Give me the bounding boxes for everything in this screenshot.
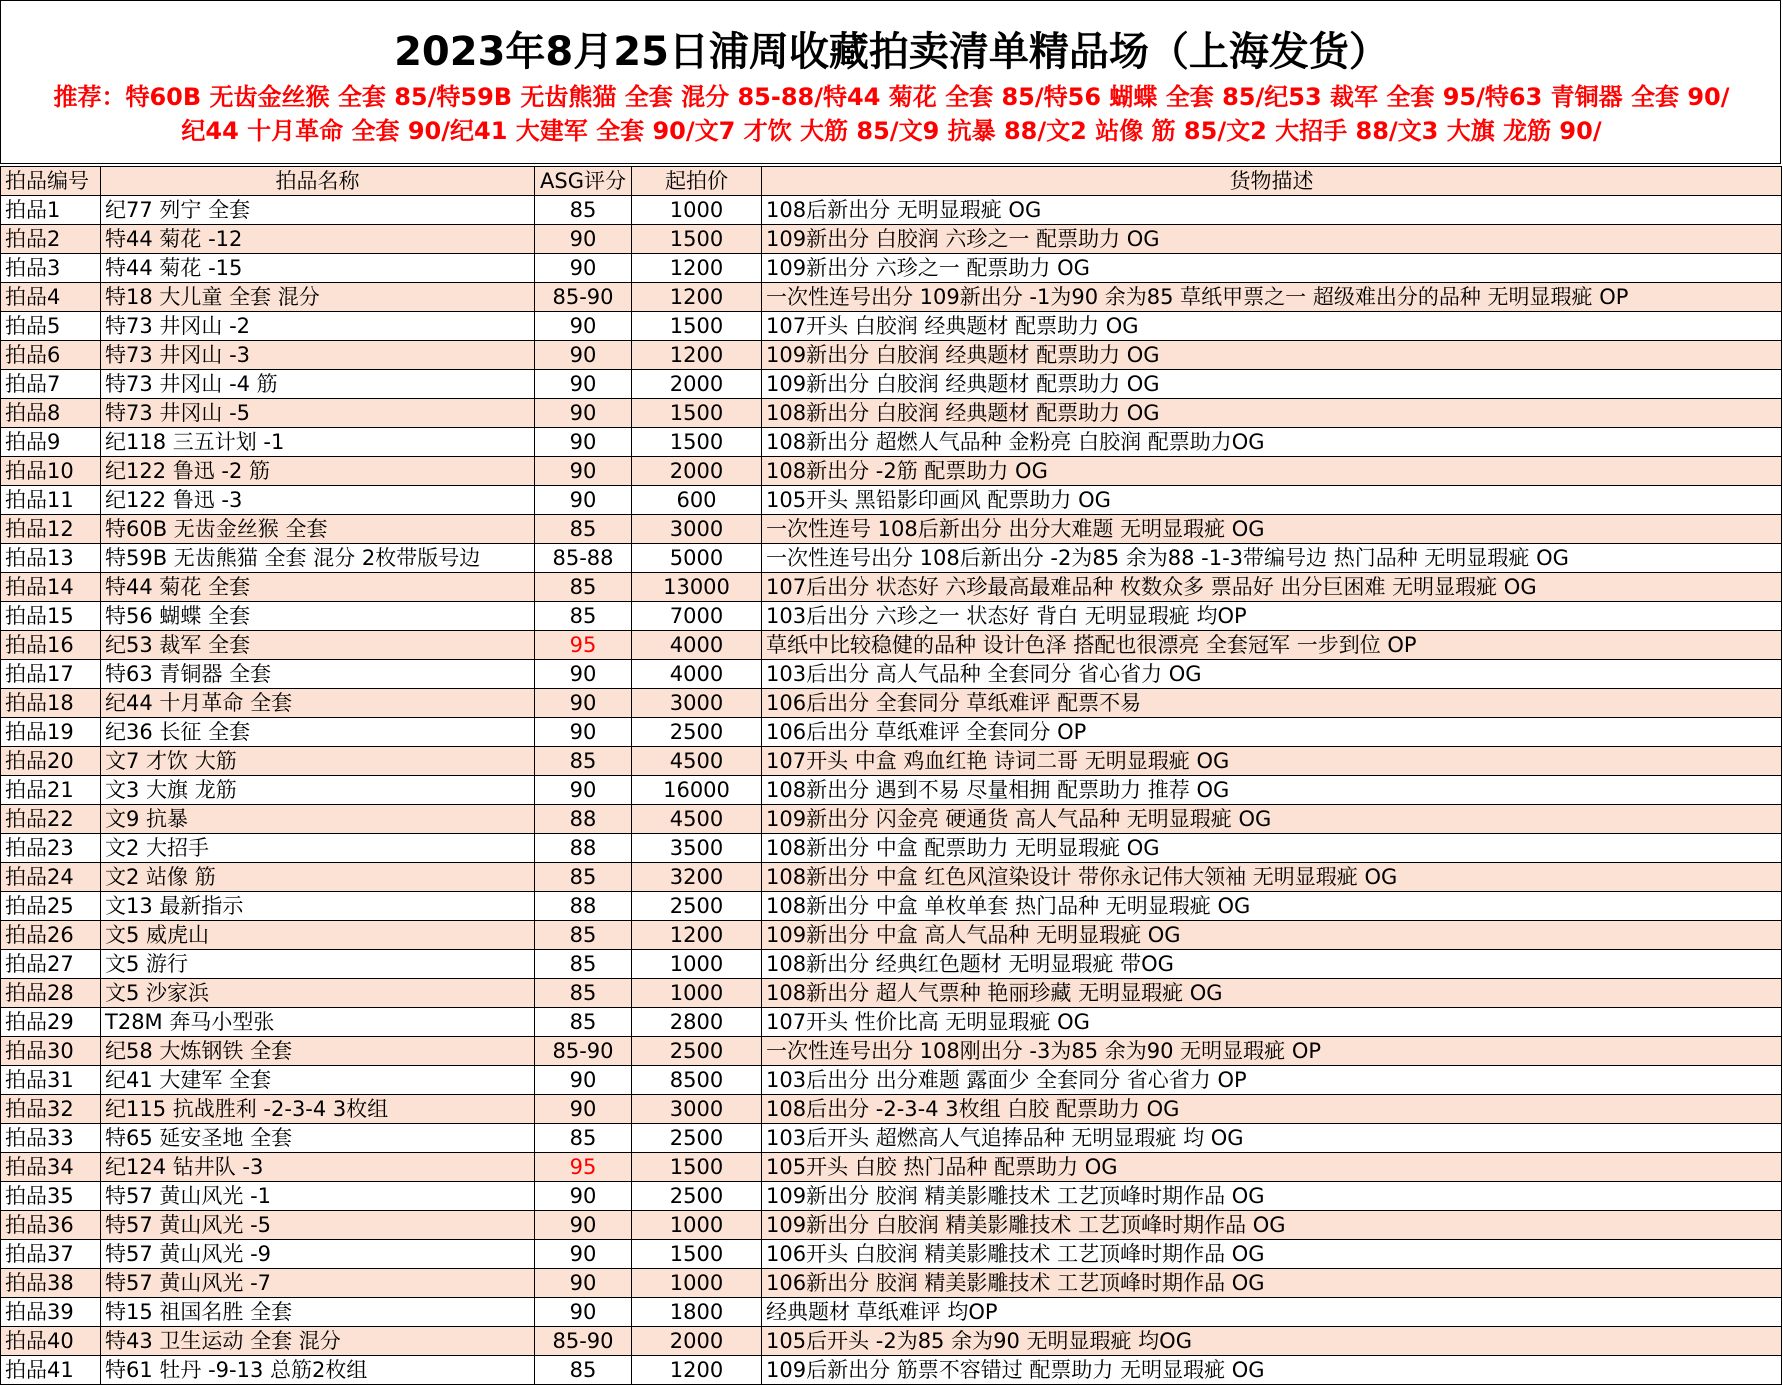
description-cell[interactable]: 108新出分 经典红色题材 无明显瑕疵 带OG <box>762 950 1782 979</box>
table-row[interactable] <box>1 1066 1782 1095</box>
asg-score-cell[interactable]: 85 <box>535 979 632 1008</box>
start-price-cell[interactable]: 1500 <box>632 399 762 428</box>
start-price-cell[interactable]: 2000 <box>632 457 762 486</box>
table-row[interactable] <box>1 1037 1782 1066</box>
description-cell[interactable]: 109新出分 六珍之一 配票助力 OG <box>762 254 1782 283</box>
lot-id-cell[interactable]: 拍品29 <box>1 1008 101 1037</box>
table-row[interactable] <box>1 457 1782 486</box>
lot-name-cell[interactable]: 纪36 长征 全套 <box>101 718 535 747</box>
lot-id-cell[interactable]: 拍品13 <box>1 544 101 573</box>
sheet-header <box>0 0 1781 164</box>
asg-score-cell[interactable]: 85 <box>535 196 632 225</box>
start-price-cell[interactable]: 2500 <box>632 1182 762 1211</box>
lot-id-cell[interactable]: 拍品23 <box>1 834 101 863</box>
recommend-line-2: 纪44 十月革命 全套 90/纪41 大建军 全套 90/文7 才饮 大筋 85/文9 抗暴 88/文2 站像 筋 85/文2 大招手 88/文3 大旗 龙筋 90/ <box>181 117 1602 145</box>
asg-score-cell[interactable]: 85 <box>535 863 632 892</box>
lot-id-cell[interactable]: 拍品41 <box>1 1356 101 1385</box>
start-price-cell[interactable]: 1500 <box>632 428 762 457</box>
lot-name-cell[interactable]: 特57 黄山风光 -5 <box>101 1211 535 1240</box>
start-price-cell[interactable]: 1200 <box>632 254 762 283</box>
description-cell[interactable]: 107后出分 状态好 六珍最高最难品种 枚数众多 票品好 出分巨困难 无明显瑕疵 OG <box>762 573 1782 602</box>
start-price-cell[interactable]: 1200 <box>632 341 762 370</box>
lot-id-cell[interactable]: 拍品33 <box>1 1124 101 1153</box>
start-price-cell[interactable]: 1200 <box>632 1356 762 1385</box>
description-cell[interactable]: 109后新出分 筋票不容错过 配票助力 无明显瑕疵 OG <box>762 1356 1782 1385</box>
lot-id-cell[interactable]: 拍品28 <box>1 979 101 1008</box>
table-row[interactable] <box>1 1298 1782 1327</box>
asg-score-cell[interactable]: 90 <box>535 1269 632 1298</box>
asg-score-cell[interactable]: 85 <box>535 602 632 631</box>
asg-score-cell[interactable]: 85 <box>535 1008 632 1037</box>
column-header-price[interactable]: 起拍价 <box>632 167 762 196</box>
asg-score-cell[interactable]: 85-90 <box>535 1327 632 1356</box>
description-cell[interactable]: 108新出分 白胶润 经典题材 配票助力 OG <box>762 399 1782 428</box>
table-row[interactable] <box>1 254 1782 283</box>
lot-id-cell[interactable]: 拍品30 <box>1 1037 101 1066</box>
start-price-cell[interactable]: 7000 <box>632 602 762 631</box>
lot-id-cell[interactable]: 拍品32 <box>1 1095 101 1124</box>
lot-id-cell[interactable]: 拍品12 <box>1 515 101 544</box>
table-row[interactable] <box>1 805 1782 834</box>
lot-name-cell[interactable]: 特73 井冈山 -3 <box>101 341 535 370</box>
start-price-cell[interactable]: 2500 <box>632 892 762 921</box>
lot-id-cell[interactable]: 拍品15 <box>1 602 101 631</box>
table-row[interactable] <box>1 544 1782 573</box>
lot-id-cell[interactable]: 拍品27 <box>1 950 101 979</box>
start-price-cell[interactable]: 3500 <box>632 834 762 863</box>
start-price-cell[interactable]: 1000 <box>632 979 762 1008</box>
table-row[interactable] <box>1 1182 1782 1211</box>
lot-id-cell[interactable]: 拍品26 <box>1 921 101 950</box>
lot-id-cell[interactable]: 拍品39 <box>1 1298 101 1327</box>
table-row[interactable] <box>1 370 1782 399</box>
table-row[interactable] <box>1 921 1782 950</box>
description-cell[interactable]: 105开头 黑铅影印画风 配票助力 OG <box>762 486 1782 515</box>
lot-name-cell[interactable]: 纪77 列宁 全套 <box>101 196 535 225</box>
lot-name-cell[interactable]: 特18 大儿童 全套 混分 <box>101 283 535 312</box>
description-cell[interactable]: 109新出分 闪金亮 硬通货 高人气品种 无明显瑕疵 OG <box>762 805 1782 834</box>
lot-name-cell[interactable]: 纪44 十月革命 全套 <box>101 689 535 718</box>
description-cell[interactable]: 106开头 白胶润 精美影雕技术 工艺顶峰时期作品 OG <box>762 1240 1782 1269</box>
start-price-cell[interactable]: 3000 <box>632 1095 762 1124</box>
column-header-id[interactable]: 拍品编号 <box>1 167 101 196</box>
start-price-cell[interactable]: 1500 <box>632 225 762 254</box>
asg-score-cell[interactable]: 90 <box>535 254 632 283</box>
table-row[interactable] <box>1 399 1782 428</box>
lot-name-cell[interactable]: 文3 大旗 龙筋 <box>101 776 535 805</box>
lot-id-cell[interactable]: 拍品8 <box>1 399 101 428</box>
asg-score-cell[interactable]: 90 <box>535 457 632 486</box>
asg-score-cell[interactable]: 90 <box>535 225 632 254</box>
description-cell[interactable]: 草纸中比较稳健的品种 设计色泽 搭配也很漂亮 全套冠军 一步到位 OP <box>762 631 1782 660</box>
table-row[interactable] <box>1 863 1782 892</box>
table-row[interactable] <box>1 1008 1782 1037</box>
start-price-cell[interactable]: 3000 <box>632 689 762 718</box>
table-row[interactable] <box>1 1211 1782 1240</box>
description-cell[interactable]: 108后出分 -2-3-4 3枚组 白胶 配票助力 OG <box>762 1095 1782 1124</box>
column-header-score[interactable]: ASG评分 <box>535 167 632 196</box>
asg-score-cell[interactable]: 90 <box>535 1095 632 1124</box>
table-row[interactable] <box>1 718 1782 747</box>
lot-name-cell[interactable]: 特59B 无齿熊猫 全套 混分 2枚带版号边 <box>101 544 535 573</box>
table-row[interactable] <box>1 689 1782 718</box>
lot-id-cell[interactable]: 拍品35 <box>1 1182 101 1211</box>
asg-score-cell[interactable]: 90 <box>535 399 632 428</box>
description-cell[interactable]: 108新出分 -2筋 配票助力 OG <box>762 457 1782 486</box>
lot-name-cell[interactable]: 特73 井冈山 -2 <box>101 312 535 341</box>
lot-name-cell[interactable]: 特73 井冈山 -5 <box>101 399 535 428</box>
lot-id-cell[interactable]: 拍品11 <box>1 486 101 515</box>
table-row[interactable] <box>1 283 1782 312</box>
auction-table <box>0 166 1782 1385</box>
lot-id-cell[interactable]: 拍品5 <box>1 312 101 341</box>
table-row[interactable] <box>1 979 1782 1008</box>
table-row[interactable] <box>1 573 1782 602</box>
lot-id-cell[interactable]: 拍品4 <box>1 283 101 312</box>
start-price-cell[interactable]: 2000 <box>632 370 762 399</box>
lot-name-cell[interactable]: 文5 威虎山 <box>101 921 535 950</box>
table-row[interactable] <box>1 834 1782 863</box>
table-row[interactable] <box>1 1327 1782 1356</box>
table-row[interactable] <box>1 515 1782 544</box>
table-row[interactable] <box>1 1095 1782 1124</box>
table-row[interactable] <box>1 1153 1782 1182</box>
description-cell[interactable]: 105后开头 -2为85 余为90 无明显瑕疵 均OG <box>762 1327 1782 1356</box>
table-header-row <box>1 167 1782 196</box>
description-cell[interactable]: 106后出分 全套同分 草纸难评 配票不易 <box>762 689 1782 718</box>
lot-name-cell[interactable]: 文5 沙家浜 <box>101 979 535 1008</box>
start-price-cell[interactable]: 2500 <box>632 718 762 747</box>
description-cell[interactable]: 106后出分 草纸难评 全套同分 OP <box>762 718 1782 747</box>
lot-name-cell[interactable]: 纪41 大建军 全套 <box>101 1066 535 1095</box>
start-price-cell[interactable]: 1000 <box>632 196 762 225</box>
start-price-cell[interactable]: 2500 <box>632 1124 762 1153</box>
lot-name-cell[interactable]: 特44 菊花 -15 <box>101 254 535 283</box>
lot-id-cell[interactable]: 拍品37 <box>1 1240 101 1269</box>
table-row[interactable] <box>1 1240 1782 1269</box>
lot-name-cell[interactable]: 特57 黄山风光 -7 <box>101 1269 535 1298</box>
start-price-cell[interactable]: 2000 <box>632 1327 762 1356</box>
table-row[interactable] <box>1 486 1782 515</box>
description-cell[interactable]: 一次性连号出分 108后新出分 -2为85 余为88 -1-3带编号边 热门品种 无明显瑕疵 OG <box>762 544 1782 573</box>
lot-name-cell[interactable]: 特43 卫生运动 全套 混分 <box>101 1327 535 1356</box>
description-cell[interactable]: 103后出分 六珍之一 状态好 背白 无明显瑕疵 均OP <box>762 602 1782 631</box>
lot-id-cell[interactable]: 拍品2 <box>1 225 101 254</box>
column-header-name[interactable]: 拍品名称 <box>101 167 535 196</box>
start-price-cell[interactable]: 4500 <box>632 747 762 776</box>
table-row[interactable] <box>1 660 1782 689</box>
start-price-cell[interactable]: 5000 <box>632 544 762 573</box>
description-cell[interactable]: 109新出分 胶润 精美影雕技术 工艺顶峰时期作品 OG <box>762 1182 1782 1211</box>
lot-id-cell[interactable]: 拍品19 <box>1 718 101 747</box>
asg-score-cell[interactable]: 85-90 <box>535 283 632 312</box>
lot-name-cell[interactable]: 文9 抗暴 <box>101 805 535 834</box>
lot-id-cell[interactable]: 拍品20 <box>1 747 101 776</box>
asg-score-cell[interactable]: 90 <box>535 1182 632 1211</box>
table-row[interactable] <box>1 776 1782 805</box>
lot-id-cell[interactable]: 拍品1 <box>1 196 101 225</box>
lot-name-cell[interactable]: 特60B 无齿金丝猴 全套 <box>101 515 535 544</box>
description-cell[interactable]: 103后出分 高人气品种 全套同分 省心省力 OG <box>762 660 1782 689</box>
start-price-cell[interactable]: 1000 <box>632 1211 762 1240</box>
description-cell[interactable]: 108新出分 中盒 红色风渲染设计 带你永记伟大领袖 无明显瑕疵 OG <box>762 863 1782 892</box>
lot-name-cell[interactable]: 特63 青铜器 全套 <box>101 660 535 689</box>
description-cell[interactable]: 108新出分 超燃人气品种 金粉亮 白胶润 配票助力OG <box>762 428 1782 457</box>
asg-score-cell[interactable]: 90 <box>535 1298 632 1327</box>
start-price-cell[interactable]: 1500 <box>632 312 762 341</box>
asg-score-cell[interactable]: 85 <box>535 1124 632 1153</box>
lot-id-cell[interactable]: 拍品10 <box>1 457 101 486</box>
table-row[interactable] <box>1 747 1782 776</box>
start-price-cell[interactable]: 16000 <box>632 776 762 805</box>
asg-score-cell[interactable]: 90 <box>535 1066 632 1095</box>
table-row[interactable] <box>1 225 1782 254</box>
lot-name-cell[interactable]: T28M 奔马小型张 <box>101 1008 535 1037</box>
start-price-cell[interactable]: 600 <box>632 486 762 515</box>
asg-score-cell[interactable]: 90 <box>535 312 632 341</box>
start-price-cell[interactable]: 4000 <box>632 660 762 689</box>
start-price-cell[interactable]: 3200 <box>632 863 762 892</box>
lot-name-cell[interactable]: 特44 菊花 全套 <box>101 573 535 602</box>
recommend-line-1: 推荐：特60B 无齿金丝猴 全套 85/特59B 无齿熊猫 全套 混分 85-88/特44 菊花 全套 85/特56 蝴蝶 全套 85/纪53 裁军 全套 95/特63 青铜器 全套 90/ <box>53 83 1730 111</box>
lot-name-cell[interactable]: 特56 蝴蝶 全套 <box>101 602 535 631</box>
table-row[interactable] <box>1 950 1782 979</box>
asg-score-cell[interactable]: 90 <box>535 689 632 718</box>
lot-id-cell[interactable]: 拍品18 <box>1 689 101 718</box>
asg-score-cell[interactable]: 85 <box>535 747 632 776</box>
lot-name-cell[interactable]: 纪115 抗战胜利 -2-3-4 3枚组 <box>101 1095 535 1124</box>
lot-id-cell[interactable]: 拍品38 <box>1 1269 101 1298</box>
lot-id-cell[interactable]: 拍品34 <box>1 1153 101 1182</box>
start-price-cell[interactable]: 1000 <box>632 1269 762 1298</box>
lot-id-cell[interactable]: 拍品24 <box>1 863 101 892</box>
description-cell[interactable]: 103后开头 超燃高人气追捧品种 无明显瑕疵 均 OG <box>762 1124 1782 1153</box>
description-cell[interactable]: 105开头 白胶 热门品种 配票助力 OG <box>762 1153 1782 1182</box>
table-row[interactable] <box>1 312 1782 341</box>
start-price-cell[interactable]: 4500 <box>632 805 762 834</box>
table-row[interactable] <box>1 602 1782 631</box>
description-cell[interactable]: 107开头 性价比高 无明显瑕疵 OG <box>762 1008 1782 1037</box>
description-cell[interactable]: 109新出分 白胶润 经典题材 配票助力 OG <box>762 341 1782 370</box>
start-price-cell[interactable]: 8500 <box>632 1066 762 1095</box>
lot-name-cell[interactable]: 特65 延安圣地 全套 <box>101 1124 535 1153</box>
lot-name-cell[interactable]: 纪118 三五计划 -1 <box>101 428 535 457</box>
table-body <box>1 196 1782 1385</box>
lot-name-cell[interactable]: 纪122 鲁迅 -2 筋 <box>101 457 535 486</box>
asg-score-cell[interactable]: 85-90 <box>535 1037 632 1066</box>
asg-score-cell[interactable]: 85 <box>535 515 632 544</box>
lot-id-cell[interactable]: 拍品7 <box>1 370 101 399</box>
start-price-cell[interactable]: 4000 <box>632 631 762 660</box>
start-price-cell[interactable]: 1200 <box>632 283 762 312</box>
lot-name-cell[interactable]: 纪53 裁军 全套 <box>101 631 535 660</box>
start-price-cell[interactable]: 2500 <box>632 1037 762 1066</box>
table-row[interactable] <box>1 341 1782 370</box>
asg-score-cell[interactable]: 95 <box>535 1153 632 1182</box>
lot-name-cell[interactable]: 纪124 钻井队 -3 <box>101 1153 535 1182</box>
lot-name-cell[interactable]: 文2 站像 筋 <box>101 863 535 892</box>
description-cell[interactable]: 108新出分 中盒 配票助力 无明显瑕疵 OG <box>762 834 1782 863</box>
description-cell[interactable]: 一次性连号 108后新出分 出分大难题 无明显瑕疵 OG <box>762 515 1782 544</box>
start-price-cell[interactable]: 1200 <box>632 921 762 950</box>
asg-score-cell[interactable]: 85 <box>535 573 632 602</box>
description-cell[interactable]: 107开头 中盒 鸡血红艳 诗词二哥 无明显瑕疵 OG <box>762 747 1782 776</box>
description-cell[interactable]: 107开头 白胶润 经典题材 配票助力 OG <box>762 312 1782 341</box>
asg-score-cell[interactable]: 85 <box>535 950 632 979</box>
asg-score-cell[interactable]: 88 <box>535 805 632 834</box>
lot-id-cell[interactable]: 拍品6 <box>1 341 101 370</box>
lot-id-cell[interactable]: 拍品14 <box>1 573 101 602</box>
asg-score-cell[interactable]: 88 <box>535 834 632 863</box>
asg-score-cell[interactable]: 90 <box>535 428 632 457</box>
asg-score-cell[interactable]: 85 <box>535 921 632 950</box>
lot-name-cell[interactable]: 特57 黄山风光 -1 <box>101 1182 535 1211</box>
description-cell[interactable]: 108新出分 遇到不易 尽量相拥 配票助力 推荐 OG <box>762 776 1782 805</box>
lot-id-cell[interactable]: 拍品16 <box>1 631 101 660</box>
lot-id-cell[interactable]: 拍品40 <box>1 1327 101 1356</box>
lot-name-cell[interactable]: 文5 游行 <box>101 950 535 979</box>
asg-score-cell[interactable]: 90 <box>535 486 632 515</box>
lot-name-cell[interactable]: 特57 黄山风光 -9 <box>101 1240 535 1269</box>
description-cell[interactable]: 经典题材 草纸难评 均OP <box>762 1298 1782 1327</box>
lot-name-cell[interactable]: 特61 牡丹 -9-13 总筋2枚组 <box>101 1356 535 1385</box>
lot-id-cell[interactable]: 拍品25 <box>1 892 101 921</box>
description-cell[interactable]: 109新出分 白胶润 经典题材 配票助力 OG <box>762 370 1782 399</box>
lot-name-cell[interactable]: 文2 大招手 <box>101 834 535 863</box>
lot-name-cell[interactable]: 特73 井冈山 -4 筋 <box>101 370 535 399</box>
start-price-cell[interactable]: 1500 <box>632 1153 762 1182</box>
description-cell[interactable]: 109新出分 白胶润 精美影雕技术 工艺顶峰时期作品 OG <box>762 1211 1782 1240</box>
lot-id-cell[interactable]: 拍品22 <box>1 805 101 834</box>
asg-score-cell[interactable]: 85-88 <box>535 544 632 573</box>
lot-id-cell[interactable]: 拍品9 <box>1 428 101 457</box>
lot-id-cell[interactable]: 拍品3 <box>1 254 101 283</box>
asg-score-cell[interactable]: 85 <box>535 1356 632 1385</box>
asg-score-cell[interactable]: 88 <box>535 892 632 921</box>
asg-score-cell[interactable]: 90 <box>535 718 632 747</box>
table-row[interactable] <box>1 1356 1782 1385</box>
start-price-cell[interactable]: 1800 <box>632 1298 762 1327</box>
table-row[interactable] <box>1 428 1782 457</box>
lot-name-cell[interactable]: 文13 最新指示 <box>101 892 535 921</box>
lot-id-cell[interactable]: 拍品21 <box>1 776 101 805</box>
lot-id-cell[interactable]: 拍品31 <box>1 1066 101 1095</box>
asg-score-cell[interactable]: 90 <box>535 1240 632 1269</box>
description-cell[interactable]: 103后出分 出分难题 露面少 全套同分 省心省力 OP <box>762 1066 1782 1095</box>
lot-id-cell[interactable]: 拍品17 <box>1 660 101 689</box>
description-cell[interactable]: 108新出分 中盒 单枚单套 热门品种 无明显瑕疵 OG <box>762 892 1782 921</box>
description-cell[interactable]: 109新出分 白胶润 六珍之一 配票助力 OG <box>762 225 1782 254</box>
description-cell[interactable]: 108新出分 超人气票种 艳丽珍藏 无明显瑕疵 OG <box>762 979 1782 1008</box>
asg-score-cell[interactable]: 90 <box>535 776 632 805</box>
lot-name-cell[interactable]: 特15 祖国名胜 全套 <box>101 1298 535 1327</box>
description-cell[interactable]: 109新出分 中盒 高人气品种 无明显瑕疵 OG <box>762 921 1782 950</box>
lot-name-cell[interactable]: 文7 才饮 大筋 <box>101 747 535 776</box>
lot-name-cell[interactable]: 纪58 大炼钢铁 全套 <box>101 1037 535 1066</box>
asg-score-cell[interactable]: 95 <box>535 631 632 660</box>
asg-score-cell[interactable]: 90 <box>535 660 632 689</box>
asg-score-cell[interactable]: 90 <box>535 341 632 370</box>
table-row[interactable] <box>1 196 1782 225</box>
lot-name-cell[interactable]: 特44 菊花 -12 <box>101 225 535 254</box>
table-row[interactable] <box>1 892 1782 921</box>
lot-id-cell[interactable]: 拍品36 <box>1 1211 101 1240</box>
start-price-cell[interactable]: 1500 <box>632 1240 762 1269</box>
column-header-desc[interactable]: 货物描述 <box>762 167 1782 196</box>
start-price-cell[interactable]: 1000 <box>632 950 762 979</box>
asg-score-cell[interactable]: 90 <box>535 1211 632 1240</box>
lot-name-cell[interactable]: 纪122 鲁迅 -3 <box>101 486 535 515</box>
description-cell[interactable]: 108后新出分 无明显瑕疵 OG <box>762 196 1782 225</box>
start-price-cell[interactable]: 3000 <box>632 515 762 544</box>
description-cell[interactable]: 106新出分 胶润 精美影雕技术 工艺顶峰时期作品 OG <box>762 1269 1782 1298</box>
table-row[interactable] <box>1 1269 1782 1298</box>
asg-score-cell[interactable]: 90 <box>535 370 632 399</box>
table-row[interactable] <box>1 1124 1782 1153</box>
start-price-cell[interactable]: 2800 <box>632 1008 762 1037</box>
page-title: 2023年8月25日浦周收藏拍卖清单精品场（上海发货） <box>394 29 1389 75</box>
start-price-cell[interactable]: 13000 <box>632 573 762 602</box>
table-row[interactable] <box>1 631 1782 660</box>
description-cell[interactable]: 一次性连号出分 108刚出分 -3为85 余为90 无明显瑕疵 OP <box>762 1037 1782 1066</box>
description-cell[interactable]: 一次性连号出分 109新出分 -1为90 余为85 草纸甲票之一 超级难出分的品种 无明显瑕疵 OP <box>762 283 1782 312</box>
